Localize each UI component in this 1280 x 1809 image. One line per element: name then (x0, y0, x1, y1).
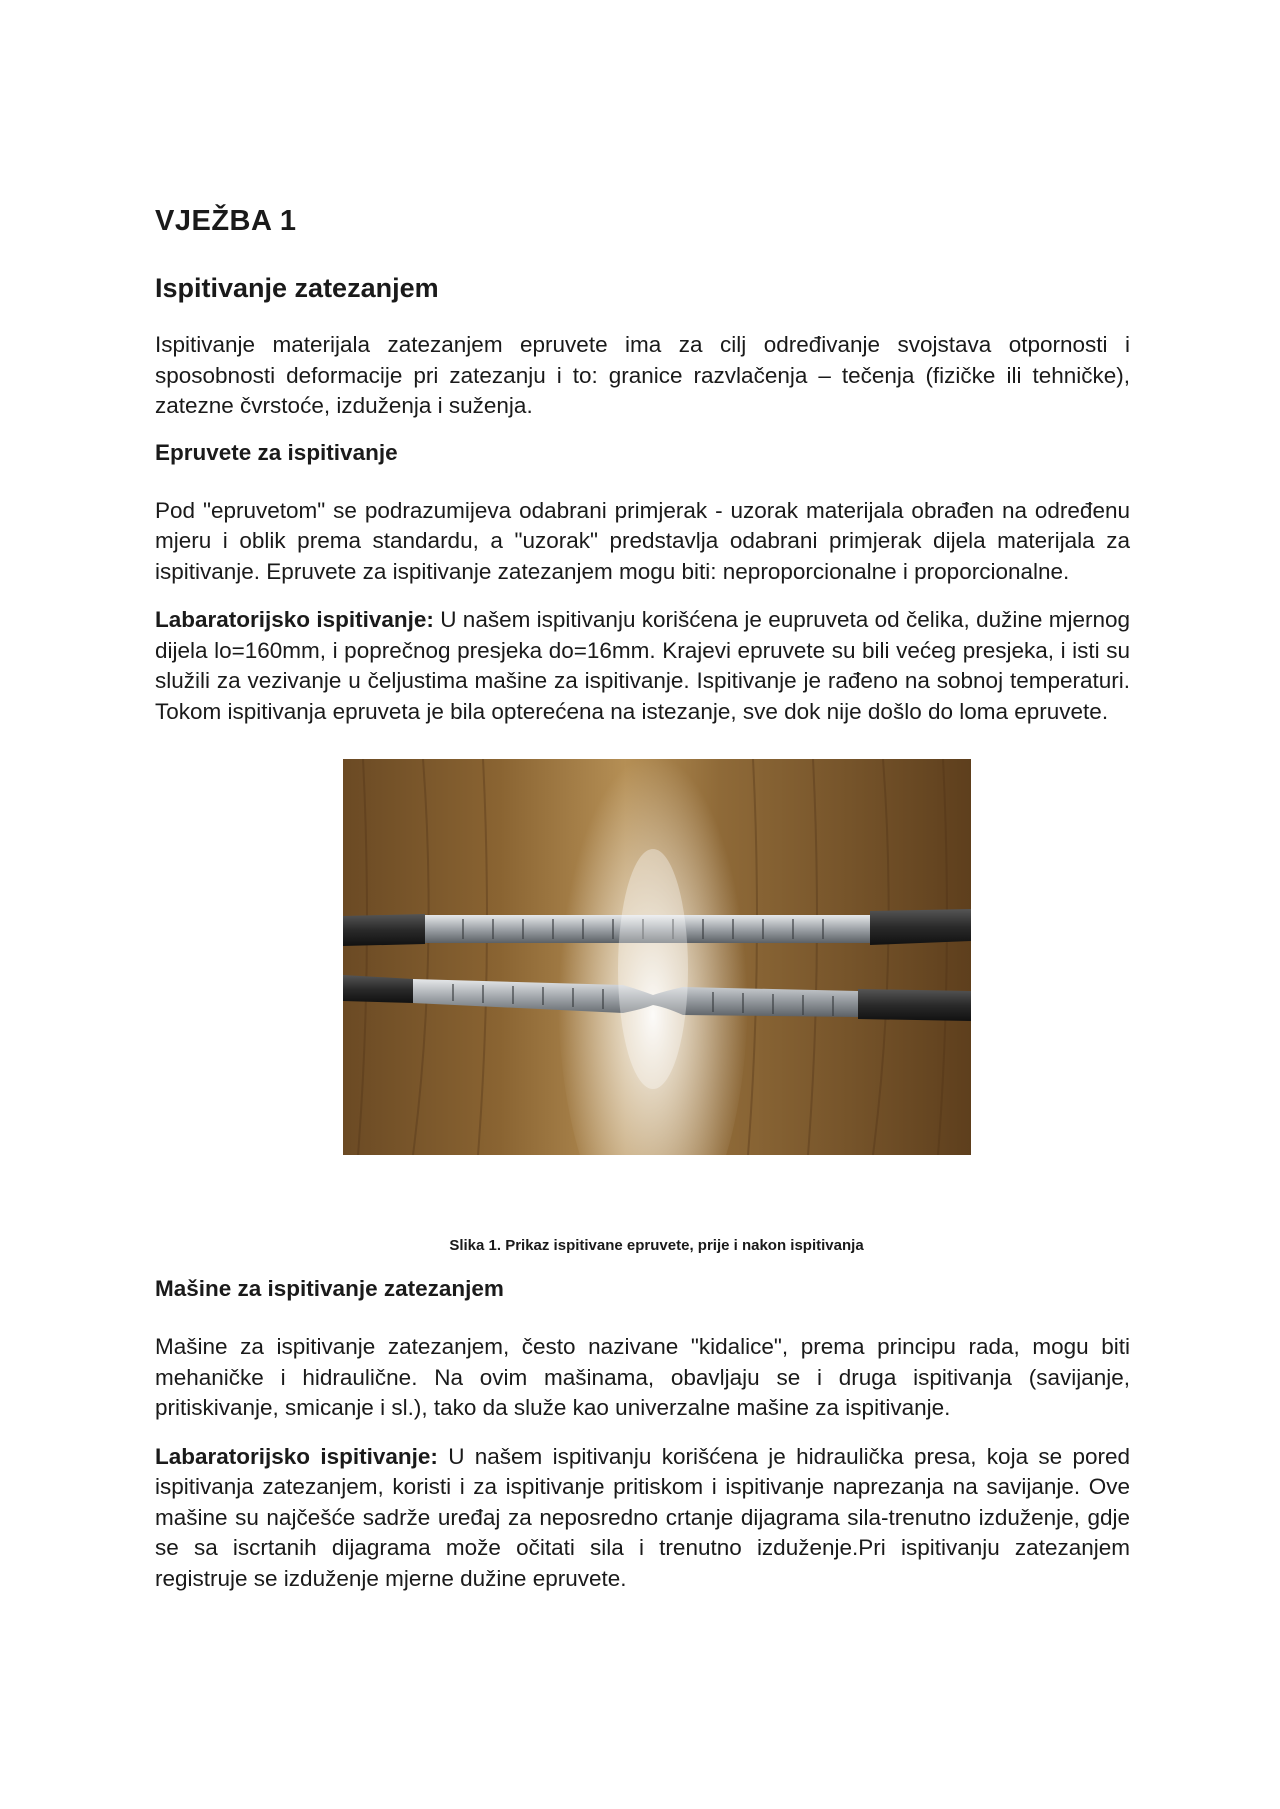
lab-label: Labaratorijsko ispitivanje: (155, 1443, 438, 1469)
lab-text: U našem ispitivanju korišćena je hidraulička presa, koja se pored ispitivanja zatezanjem, koristi i za ispitivanje pritiskom i ispitivanje naprezanja na savijanje. Ove mašine su najčešće sadrže uređaj za neposredno crtanje dijagrama sila-trenutno izduženje, gdje se sa iscrtanih dijagrama može očitati sila i trenutno izduženje.Pri ispitivanju zatezanjem registruje se izduženje mjerne dužine epruvete. (155, 1443, 1130, 1591)
lab-label: Labaratorijsko ispitivanje: (155, 607, 434, 632)
figure-caption: Slika 1. Prikaz ispitivane epruvete, prije i nakon ispitivanja (449, 1237, 864, 1254)
specimen-photo (343, 759, 971, 1155)
intro-paragraph: Ispitivanje materijala zatezanjem epruvete ima za cilj određivanje svojstava otpornosti i sposobnosti deformacije pri zatezanju i to: granice razvlačenja – tečenja (fizičke ili tehničke), zatezne čvrstoće, izduženja i suženja. (155, 332, 1130, 418)
document-page (155, 205, 1130, 1594)
specimens-paragraph: Pod "epruvetom" se podrazumijeva odabrani primjerak - uzorak materijala obrađen na određenu mjeru i oblik prema standardu, a "uzorak" predstavlja odabrani primjerak dijela materijala za ispitivanje. Epruvete za ispitivanje zatezanjem mogu biti: neproporcionalne i proporcionalne. (155, 497, 1130, 584)
specimens-lab-paragraph (155, 605, 1130, 727)
specimens-heading: Epruvete za ispitivanje (155, 439, 398, 465)
chapter-title: VJEŽBA 1 (155, 205, 297, 237)
machines-paragraph: Mašine za ispitivanje zatezanjem, često nazivane "kidalice", prema principu rada, mogu biti mehaničke i hidraulične. Na ovim mašinama, obavljaju se i druga ispitivanja (savijanje, pritiskivanje, smicanje i sl.), tako da služe kao univerzalne mašine za ispitivanje. (155, 1334, 1130, 1420)
machines-heading: Mašine za ispitivanje zatezanjem (155, 1276, 504, 1301)
machines-lab-paragraph (155, 1442, 1130, 1595)
lab-text: U našem ispitivanju korišćena je eupruveta od čelika, dužine mjernog dijela lo=160mm, i poprečnog presjeka do=16mm. Krajevi epruvete su bili većeg presjeka, i isti su služili za vezivanje u čeljustima mašine za ispitivanje. Ispitivanje je rađeno na sobnoj temperaturi. Tokom ispitivanja epruveta je bila opterećena na istezanje, sve dok nije došlo do loma epruvete. (155, 607, 1130, 724)
section-title: Ispitivanje zatezanjem (155, 273, 439, 303)
